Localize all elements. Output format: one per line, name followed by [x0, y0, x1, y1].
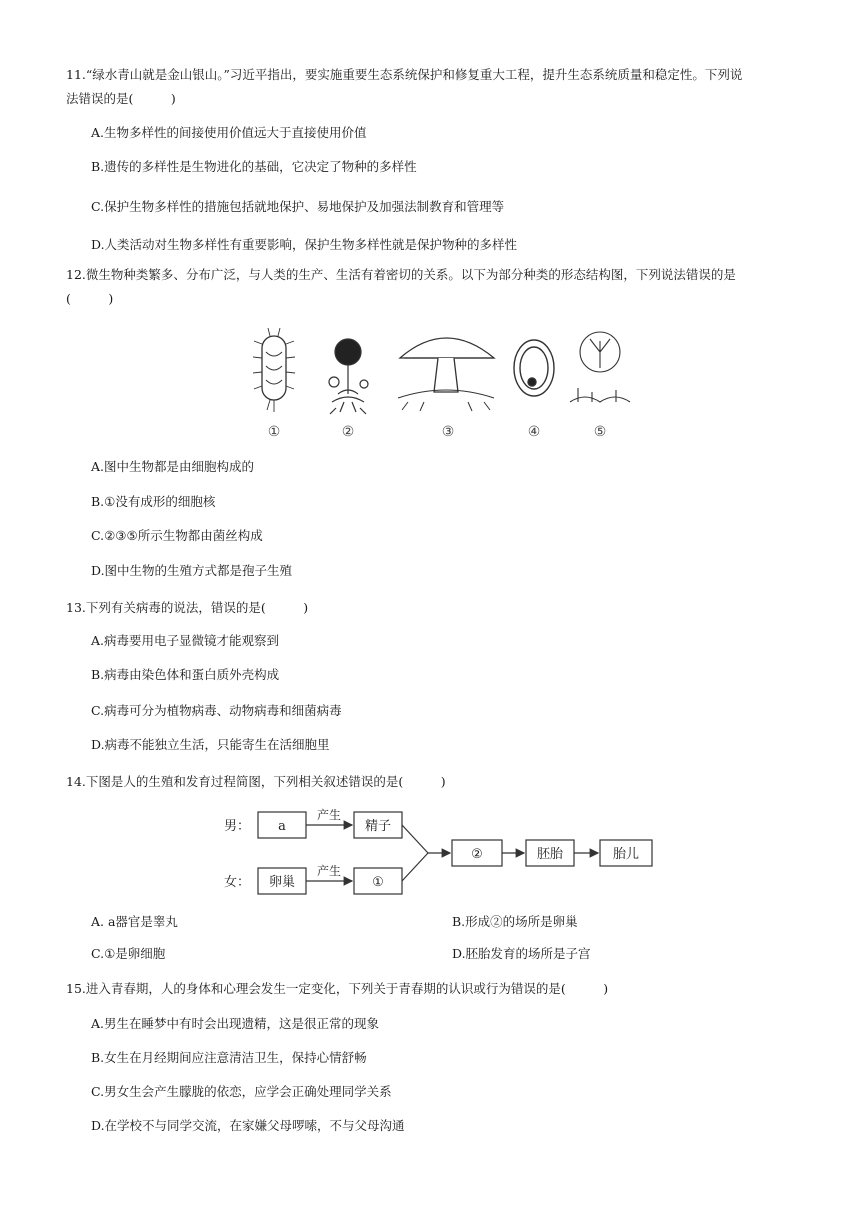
q11-option-b: B.遗传的多样性是生物进化的基础，它决定了物种的多样性: [91, 159, 417, 174]
arrow-label-female: 产生: [316, 864, 342, 878]
box-embryo-text: 胚胎: [536, 847, 564, 862]
box-2-text: ②: [471, 847, 483, 862]
arrow-label-male: 产生: [316, 808, 342, 822]
q11-option-d: D.人类活动对生物多样性有重要影响，保护生物多样性就是保护物种的多样性: [91, 237, 518, 252]
q13-option-d: D.病毒不能独立生活，只能寄生在活细胞里: [91, 737, 330, 752]
q12-option-b: B.①没有成形的细胞核: [91, 494, 216, 509]
q15-option-a: A.男生在睡梦中有时会出现遗精，这是很正常的现象: [91, 1016, 380, 1031]
q11-stem-line1: 11.“绿水青山就是金山银山。”习近平指出，要实施重要生态系统保护和修复重大工程，提升生态系统质量和稳定性。下列说: [66, 67, 743, 82]
q12-option-d: D.图中生物的生殖方式都是孢子生殖: [91, 563, 293, 578]
q13-option-a: A.病毒要用电子显微镜才能观察到: [91, 633, 280, 648]
q13-option-c: C.病毒可分为植物病毒、动物病毒和细菌病毒: [91, 703, 342, 718]
mushroom-illustration: [398, 338, 494, 411]
figure-label-3: ③: [441, 424, 455, 440]
q12-stem-line2: ( ): [66, 291, 114, 306]
bacterium-illustration: [253, 328, 295, 412]
mold-illustration: [329, 339, 368, 414]
q11-option-a: A.生物多样性的间接使用价值远大于直接使用价值: [91, 125, 367, 140]
figure-label-5: ⑤: [593, 424, 607, 440]
merge-line-bottom: [402, 853, 428, 881]
microorganism-figure: [248, 322, 634, 444]
reproduction-flow-diagram: [222, 800, 662, 904]
q14-option-b: B.形成②的场所是卵巢: [452, 914, 578, 929]
q14-option-a: A. a器官是睾丸: [91, 914, 178, 929]
q14-option-c: C.①是卵细胞: [91, 946, 166, 961]
box-sperm-text: 精子: [364, 819, 392, 834]
q13-option-b: B.病毒由染色体和蛋白质外壳构成: [91, 667, 280, 682]
figure-label-4: ④: [527, 424, 541, 440]
q12-option-c: C.②③⑤所示生物都由菌丝构成: [91, 528, 263, 543]
box-fetus-text: 胎儿: [612, 847, 640, 862]
merge-line-top: [402, 825, 428, 853]
female-label: 女：: [224, 875, 251, 890]
male-label: 男：: [224, 819, 251, 834]
figure-label-1: ①: [267, 424, 281, 440]
q14-option-d: D.胚胎发育的场所是子宫: [452, 946, 591, 961]
q15-option-c: C.男女生会产生朦胧的依恋，应学会正确处理同学关系: [91, 1084, 392, 1099]
q12-option-a: A.图中生物都是由细胞构成的: [91, 459, 255, 474]
q11-stem-line2: 法错误的是( ): [66, 91, 176, 106]
q15-option-b: B.女生在月经期间应注意清洁卫生，保持心情舒畅: [91, 1050, 367, 1065]
q15-option-d: D.在学校不与同学交流，在家嫌父母啰嗦，不与父母沟通: [91, 1118, 405, 1133]
figure-label-2: ②: [341, 424, 355, 440]
q14-stem: 14.下图是人的生殖和发育过程简图，下列相关叙述错误的是( ): [66, 774, 446, 789]
q15-stem: 15.进入青春期，人的身体和心理会发生一定变化，下列关于青春期的认识或行为错误的是( ): [66, 981, 609, 996]
box-ovary-text: 卵巢: [268, 875, 296, 890]
box-a-text: a: [278, 819, 286, 834]
q12-stem-line1: 12.微生物种类繁多、分布广泛，与人类的生产、生活有着密切的关系。以下为部分种类的形态结构图，下列说法错误的是: [66, 267, 736, 282]
penicillium-illustration: [570, 332, 630, 402]
q11-option-c: C.保护生物多样性的措施包括就地保护、易地保护及加强法制教育和管理等: [91, 199, 505, 214]
yeast-illustration: [514, 340, 554, 396]
box-1-text: ①: [372, 875, 384, 890]
q13-stem: 13.下列有关病毒的说法，错误的是( ): [66, 600, 309, 615]
